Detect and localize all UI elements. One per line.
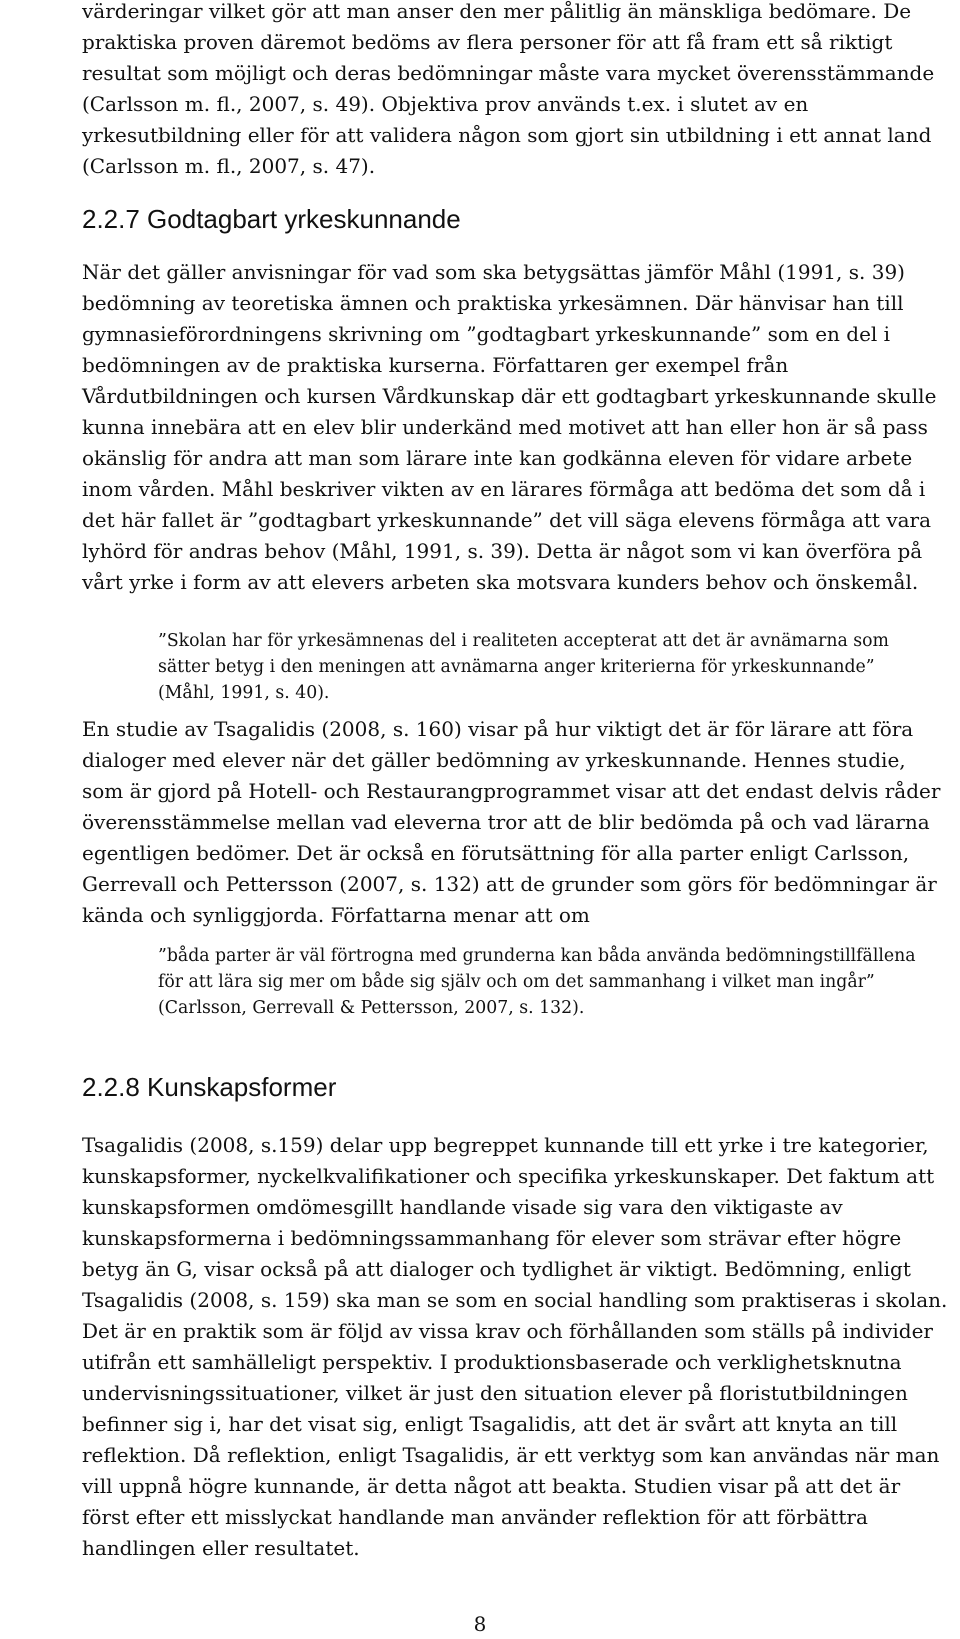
block-quote-carlsson: ”båda parter är väl förtrogna med grunderna kan båda använda bedömningstillfällena för att lära sig mer om både sig själv och om det sammanhang i vilket man ingår” (Carlsson, Gerrevall & Pettersson, 2007, s. 132). (158, 946, 916, 1018)
intro-paragraph: värderingar vilket gör att man anser den mer pålitlig än mänskliga bedömare. De praktiska proven däremot bedöms av flera personer för att få fram ett så riktigt resultat som möjligt och deras bedömningar måste vara mycket överensstämmande (Carlsson m. fl., 2007, s. 49). Objektiva prov används t.ex. i slutet av en yrkesutbildning eller för att validera någon som gjort sin utbildning i ett annat land (Carlsson m. fl., 2007, s. 47). (82, 0, 935, 178)
body-paragraph-kunskapsformer: Tsagalidis (2008, s.159) delar upp begreppet kunnande till ett yrke i tre kategorier, kunskapsformer, nyckelkvalifikationer och specifika yrkeskunskaper. Det faktum att kunskapsformen omdömesgillt handlande visade sig vara den viktigaste av kunskapsformerna i bedömningssammanhang för elever som strävar efter högre betyg än G, visar också på att dialoger och tydlighet är viktigt. Bedömning, enligt Tsagalidis (2008, s. 159) ska man se som en social handling som praktiseras i skolan. Det är en praktik som är följd av vissa krav och förhållanden som ställs på individer utifrån ett samhälleligt perspektiv. I produktionsbaserade och verklighetsknutna undervisningssituationer, vilket är just den situation elever på floristutbildningen befinner sig i, har det visat sig, enligt Tsagalidis, att det är svårt att knyta an till reflektion. Då reflektion, enligt Tsagalidis, är ett verktyg som kan användas när man vill uppnå högre kunnande, är detta något att beakta. Studien visar på att det är först efter ett misslyckat handlande man använder reflektion för att förbättra handlingen eller resultatet. (82, 1133, 948, 1560)
block-quote-mahl: ”Skolan har för yrkesämnenas del i realiteten accepterat att det är avnämarna som sätter betyg i den meningen att avnämarna anger kriterierna för yrkeskunnande” (Måhl, 1991, s. 40). (158, 631, 889, 703)
page-number: 8 (473, 1612, 487, 1636)
body-paragraph-tsagalidis-studie: En studie av Tsagalidis (2008, s. 160) visar på hur viktigt det är för lärare att föra dialoger med elever när det gäller bedömning av yrkeskunnande. Hennes studie, som är gjord på Hotell- och Restaurangprogrammet visar att det endast delvis råder överensstämmelse mellan vad eleverna tror att de blir bedömda på och vad lärarna egentligen bedömer. Det är också en förutsättning för alla parter enligt Carlsson, Gerrevall och Pettersson (2007, s. 132) att de grunder som görs för bedömningar är kända och synliggjorda. Författarna menar att om (82, 717, 941, 927)
body-paragraph-godtagbart: När det gäller anvisningar för vad som ska betygsättas jämför Måhl (1991, s. 39) bedömning av teoretiska ämnen och praktiska yrkesämnen. Där hänvisar han till gymnasieförordningens skrivning om ”godtagbart yrkeskunnande” som en del i bedömningen av de praktiska kurserna. Författaren ger exempel från Vårdutbildningen och kursen Vårdkunskap där ett godtagbart yrkeskunnande skulle kunna innebära att en elev blir underkänd med motivet att han eller hon är så pass okänslig för andra att man som lärare inte kan godkänna eleven för vidare arbete inom vården. Måhl beskriver vikten av en lärares förmåga att bedöma det som då i det här fallet är ”godtagbart yrkeskunnande” det vill säga elevens förmåga att vara lyhörd för andras behov (Måhl, 1991, s. 39). Detta är något som vi kan överföra på vårt yrke i form av att elevers arbeten ska motsvara kunders behov och önskemål. (82, 260, 937, 594)
section-heading-2-2-8: 2.2.8 Kunskapsformer (82, 1072, 337, 1102)
section-heading-2-2-7: 2.2.7 Godtagbart yrkeskunnande (82, 204, 461, 234)
